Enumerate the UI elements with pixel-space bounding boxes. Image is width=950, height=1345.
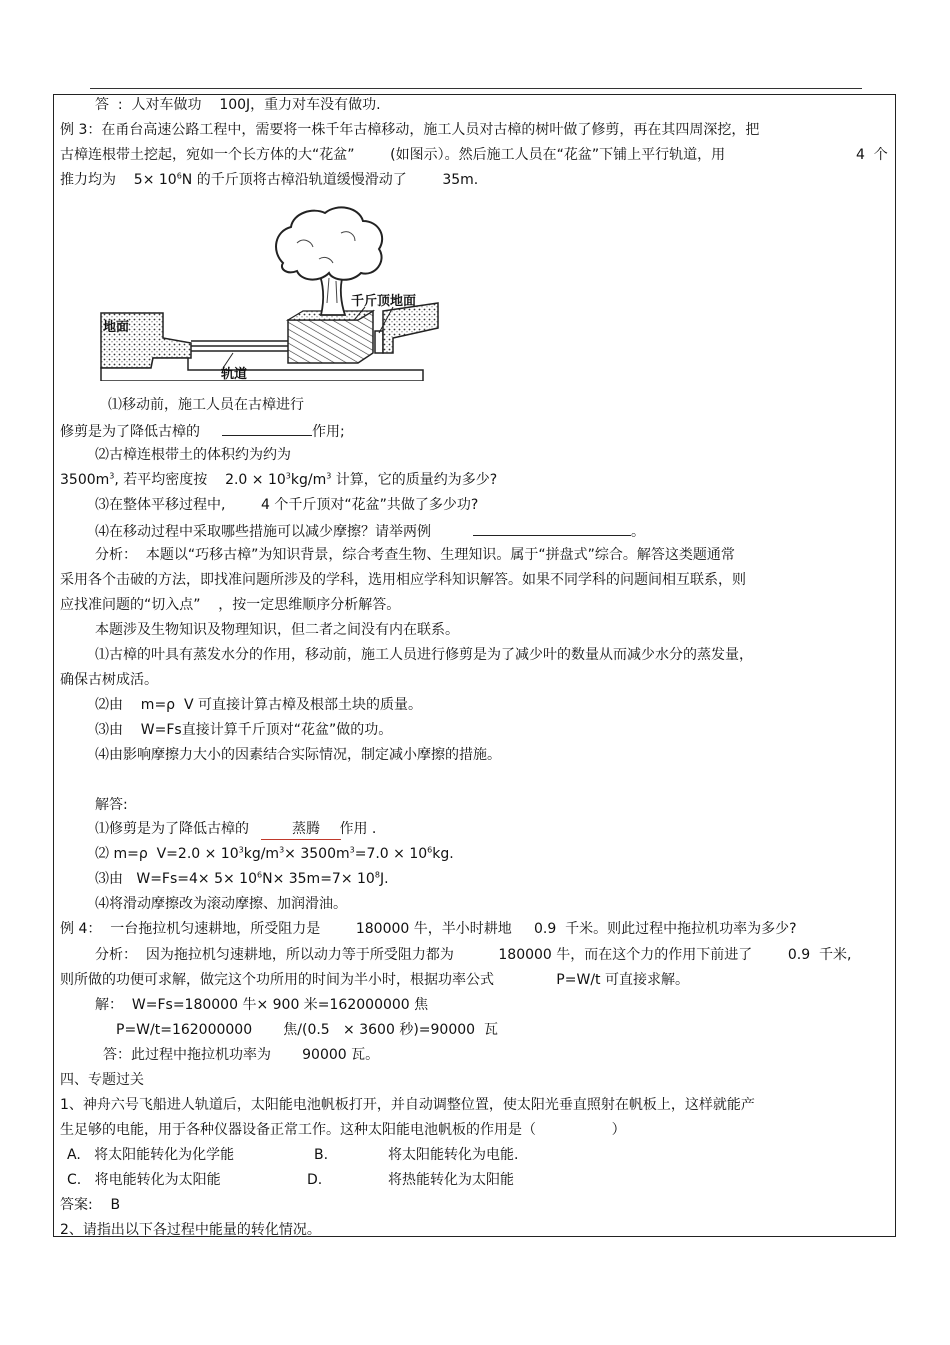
option-b: 将太阳能转化为电能.: [388, 1147, 519, 1163]
question2-line1: ⑵古樟连根带土的体积约为约为: [95, 447, 291, 463]
example3-count: 4 个: [856, 147, 888, 163]
problem1-answer: 答案: B: [60, 1197, 121, 1213]
label-ground-left: 地面: [103, 320, 130, 335]
filled-answer: 蒸腾: [277, 820, 335, 838]
problem1-line2: 生足够的电能，用于各种仪器设备正常工作。这种太阳能电池帆板的作用是（ ）: [60, 1122, 626, 1138]
solution-title: 解答:: [95, 797, 128, 813]
question2-line2: $3500m^3$, 若平均密度按 $2.0 \times 10^3kg/m^3$ 计算，它的质量约为多少?: [60, 471, 498, 488]
question1-line1: ⑴移动前，施工人员在古樟进行: [108, 397, 304, 413]
option-c: C. 将电能转化为太阳能: [67, 1172, 221, 1188]
example4-solution1: 解： W=Fs=180000 牛× 900 米=162000000 焦: [95, 997, 429, 1013]
example4-answer: 答：此过程中拖拉机功率为 90000 瓦。: [103, 1047, 380, 1063]
section4-title: 四、专题过关: [60, 1072, 144, 1088]
label-track: 轨道: [221, 367, 248, 381]
analysis-line4: 本题涉及生物知识及物理知识，但二者之间没有内在联系。: [95, 622, 459, 638]
problem1-line1: 1、神舟六号飞船进人轨道后，太阳能电池帆板打开，并自动调整位置，使太阳光垂直照射在帆板上，这样就能产: [60, 1097, 755, 1113]
option-a: A. 将太阳能转化为化学能: [67, 1147, 235, 1163]
example4-solution2: P=W/t=162000000 焦/(0.5 × 3600 秒)=90000 瓦: [116, 1022, 498, 1038]
option-d: 将热能转化为太阳能: [388, 1172, 514, 1188]
analysis-line7: ⑵由 m=ρ V 可直接计算古樟及根部土块的质量。: [95, 697, 422, 713]
answer-blank: [222, 421, 312, 436]
solution-line2: ⑵ m=ρ $V=2.0 \times 10^3kg/m^3\times 3500m^3=7.0 \times 10^6kg$.: [95, 845, 454, 862]
example3-line1: 例 3：在甬台高速公路工程中，需要将一株千年古樟移动，施工人员对古樟的树叶做了修剪，再在其四周深挖，把: [60, 122, 760, 138]
label-jack-ground: 千斤顶地面: [351, 294, 417, 309]
answer-blank: [473, 521, 631, 536]
example4-analysis1: 分析： 因为拖拉机匀速耕地，所以动力等于所受阻力都为 180000 牛，而在这个力的作用下前进了 0.9 千米,: [95, 947, 852, 963]
question1-line2: 修剪是为了降低古樟的 作用;: [60, 421, 345, 441]
example3-line3: 推力均为 $5\times 10^6N$ 的千斤顶将古樟沿轨道缓慢滑动了 35m.: [60, 171, 479, 188]
solution-line1: ⑴修剪是为了降低古樟的 蒸腾 作用 .: [95, 821, 377, 837]
example3-line2: 古樟连根带土挖起，宛如一个长方体的大“花盆” (如图示）。然后施工人员在“花盆”下铺上平行轨道，用: [60, 147, 726, 163]
example4-line1: 例 4： 一台拖拉机匀速耕地，所受阻力是 180000 牛，半小时耕地 0.9 千米。则此过程中拖拉机功率为多少?: [60, 921, 797, 937]
question4: ⑷在移动过程中采取哪些措施可以减少摩擦？请举两例 。: [95, 521, 645, 541]
solution-line3: ⑶由 $W=Fs=4\times 5\times 10^6N\times 35m=7\times 10^8J$.: [95, 870, 389, 887]
analysis-line8: ⑶由 W=Fs直接计算千斤顶对“花盆”做的功。: [95, 722, 393, 738]
option-b-label: B.: [314, 1147, 329, 1163]
problem2: 2、请指出以下各过程中能量的转化情况。: [60, 1222, 321, 1238]
analysis-line3: 应找准问题的“切入点” ，按一定思维顺序分析解答。: [60, 597, 401, 613]
option-d-label: D.: [307, 1172, 323, 1188]
analysis-line5: ⑴古樟的叶具有蒸发水分的作用，移动前，施工人员进行修剪是为了减少叶的数量从而减少水分的蒸发量，: [95, 647, 753, 663]
analysis-line9: ⑷由影响摩擦力大小的因素结合实际情况，制定减小摩擦的措施。: [95, 747, 501, 763]
tree-moving-figure: [93, 203, 446, 381]
example4-analysis2: 则所做的功便可求解，做完这个功所用的时间为半小时，根据功率公式 P=W/t 可直接求解。: [60, 972, 689, 988]
solution-line4: ⑷将滑动摩擦改为滚动摩擦、加润滑油。: [95, 896, 347, 912]
analysis-line1: 分析： 本题以“巧移古樟”为知识背景，综合考查生物、生理知识。属于“拼盘式”综合。解答这类题通常: [95, 547, 735, 563]
jack: [375, 331, 383, 353]
previous-answer: 答 : 人对车做功 100J，重力对车没有做功.: [95, 97, 381, 113]
question3: ⑶在整体平移过程中, 4 个千斤顶对“花盆”共做了多少功?: [95, 497, 479, 513]
header-rule: [90, 88, 862, 89]
analysis-line6: 确保古树成活。: [60, 672, 158, 688]
analysis-line2: 采用各个击破的方法，即找准问题所涉及的学科，选用相应学科知识解答。如果不同学科的问题间相互联系，则: [60, 572, 746, 588]
